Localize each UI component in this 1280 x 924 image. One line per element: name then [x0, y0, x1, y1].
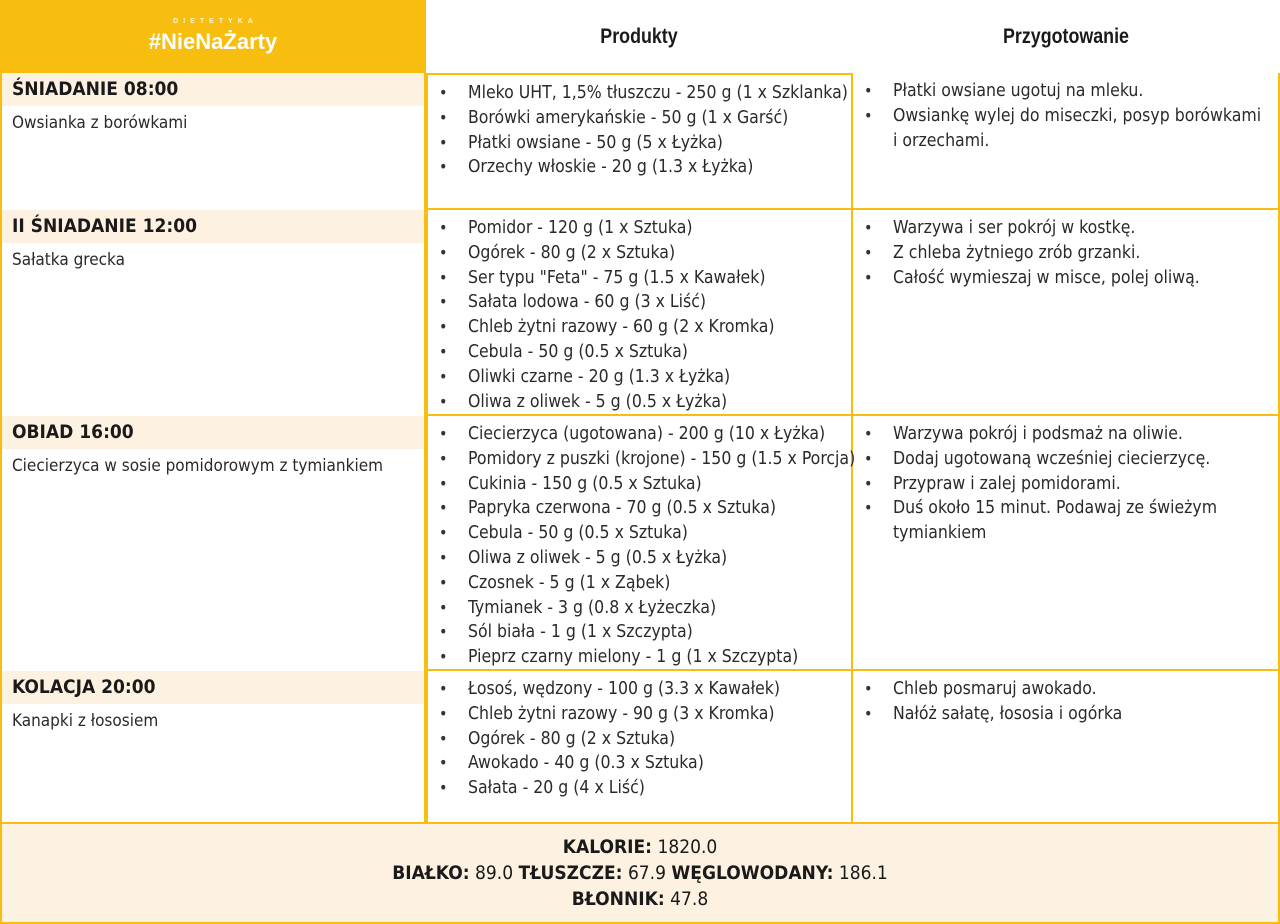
products-cell	[426, 671, 853, 822]
carbs-value: 186.1	[838, 862, 888, 884]
fat-value: 67.9	[627, 862, 666, 884]
product-item: • Ogórek - 80 g (2 x Sztuka)	[428, 241, 851, 266]
product-item: • Oliwki czarne - 20 g (1.3 x Łyżka)	[428, 365, 851, 390]
carbs-label: WĘGLOWODANY:	[671, 862, 834, 884]
summary-line-calories	[563, 834, 718, 860]
product-item: • Płatki owsiane - 50 g (5 x Łyżka)	[428, 131, 851, 156]
product-item: • Ser typu "Feta" - 75 g (1.5 x Kawałek)	[428, 266, 851, 291]
preparation-step: • Przypraw i zalej pomidorami.	[853, 472, 1278, 497]
preparation-step: • Warzywa pokrój i podsmaż na oliwie.	[853, 422, 1278, 447]
meal-heading: KOLACJA 20:00	[2, 671, 424, 704]
meal-info-cell	[0, 73, 426, 210]
fiber-label: BŁONNIK:	[571, 888, 665, 910]
product-item: • Mleko UHT, 1,5% tłuszczu - 250 g (1 x Szklanka)	[428, 81, 851, 106]
product-item: • Ciecierzyca (ugotowana) - 200 g (10 x Łyżka)	[428, 422, 851, 447]
preparation-step: • Całość wymieszaj w misce, polej oliwą.	[853, 266, 1278, 291]
meal-name: Sałatka grecka	[12, 250, 125, 270]
protein-label: BIAŁKO:	[392, 862, 470, 884]
column-header-przygotowanie: Przygotowanie	[1003, 24, 1129, 48]
product-item: • Chleb żytni razowy - 60 g (2 x Kromka)	[428, 315, 851, 340]
product-item: • Cebula - 50 g (0.5 x Sztuka)	[428, 340, 851, 365]
product-item: • Orzechy włoskie - 20 g (1.3 x Łyżka)	[428, 155, 851, 180]
logo-title: #NieNaŻarty	[148, 29, 278, 54]
product-item: • Borówki amerykańskie - 50 g (1 x Garść)	[428, 106, 851, 131]
table-header	[0, 0, 1280, 73]
preparation-step: • Z chleba żytniego zrób grzanki.	[853, 241, 1278, 266]
product-item: • Pomidor - 120 g (1 x Sztuka)	[428, 216, 851, 241]
summary-line-macros	[392, 860, 888, 886]
column-header-produkty: Produkty	[600, 24, 678, 48]
product-item: • Pieprz czarny mielony - 1 g (1 x Szczypta)	[428, 645, 851, 670]
products-list	[428, 671, 851, 801]
preparation-cell	[853, 416, 1280, 671]
preparation-step: • Płatki owsiane ugotuj na mleku.	[853, 79, 1278, 104]
protein-value: 89.0	[475, 862, 514, 884]
meal-row-lunch	[0, 416, 1280, 671]
preparation-list	[853, 416, 1278, 546]
product-item: • Tymianek - 3 g (0.8 x Łyżeczka)	[428, 596, 851, 621]
preparation-cell	[853, 671, 1280, 822]
product-item: • Pomidory z puszki (krojone) - 150 g (1.5 x Porcja)	[428, 447, 851, 472]
products-list	[428, 210, 851, 414]
meal-name: Ciecierzyca w sosie pomidorowym z tymiankiem	[12, 456, 384, 476]
preparation-cell	[853, 210, 1280, 416]
product-item: • Ogórek - 80 g (2 x Sztuka)	[428, 727, 851, 752]
meal-heading: OBIAD 16:00	[2, 416, 424, 449]
preparation-list	[853, 73, 1278, 153]
product-item: • Oliwa z oliwek - 5 g (0.5 x Łyżka)	[428, 546, 851, 571]
summary-line-fiber	[572, 886, 708, 912]
logo	[0, 0, 426, 73]
preparation-list	[853, 671, 1278, 727]
product-item: • Chleb żytni razowy - 90 g (3 x Kromka)	[428, 702, 851, 727]
product-item: • Oliwa z oliwek - 5 g (0.5 x Łyżka)	[428, 390, 851, 415]
fiber-value: 47.8	[670, 888, 709, 910]
preparation-step: • Duś około 15 minut. Podawaj ze świeżym tymiankiem	[853, 496, 1278, 546]
preparation-list	[853, 210, 1278, 290]
product-item: • Sól biała - 1 g (1 x Szczypta)	[428, 620, 851, 645]
product-item: • Czosnek - 5 g (1 x Ząbek)	[428, 571, 851, 596]
meal-info-cell	[0, 210, 426, 416]
preparation-cell	[853, 73, 1280, 210]
meal-info-cell	[0, 671, 426, 822]
products-list	[428, 75, 851, 180]
product-item: • Papryka czerwona - 70 g (0.5 x Sztuka)	[428, 496, 851, 521]
logo-tagline: DIETETYKA	[173, 18, 258, 25]
nutrition-summary	[0, 822, 1280, 924]
preparation-step: • Nałóż sałatę, łososia i ogórka	[853, 702, 1278, 727]
calories-value: 1820.0	[657, 836, 718, 858]
fat-label: TŁUSZCZE:	[518, 862, 623, 884]
products-cell	[426, 73, 853, 210]
product-item: • Sałata - 20 g (4 x Liść)	[428, 776, 851, 801]
meal-heading: ŚNIADANIE 08:00	[2, 73, 424, 106]
meal-row-breakfast	[0, 73, 1280, 210]
products-cell	[426, 210, 853, 416]
preparation-step: • Dodaj ugotowaną wcześniej ciecierzycę.	[853, 447, 1278, 472]
preparation-step: • Warzywa i ser pokrój w kostkę.	[853, 216, 1278, 241]
meal-info-cell	[0, 416, 426, 671]
product-item: • Cebula - 50 g (0.5 x Sztuka)	[428, 521, 851, 546]
product-item: • Cukinia - 150 g (0.5 x Sztuka)	[428, 472, 851, 497]
product-item: • Sałata lodowa - 60 g (3 x Liść)	[428, 290, 851, 315]
products-cell	[426, 416, 856, 671]
meal-row-second-breakfast	[0, 210, 1280, 416]
products-list	[428, 416, 856, 670]
product-item: • Łosoś, wędzony - 100 g (3.3 x Kawałek)	[428, 677, 851, 702]
calories-label: KALORIE:	[562, 836, 653, 858]
meal-name: Owsianka z borówkami	[12, 113, 188, 133]
meal-row-dinner	[0, 671, 1280, 822]
product-item: • Awokado - 40 g (0.3 x Sztuka)	[428, 751, 851, 776]
preparation-step: • Chleb posmaruj awokado.	[853, 677, 1278, 702]
preparation-step: • Owsiankę wylej do miseczki, posyp borówkami i orzechami.	[853, 104, 1278, 154]
meal-name: Kanapki z łososiem	[12, 711, 159, 731]
meal-heading: II ŚNIADANIE 12:00	[2, 210, 424, 243]
